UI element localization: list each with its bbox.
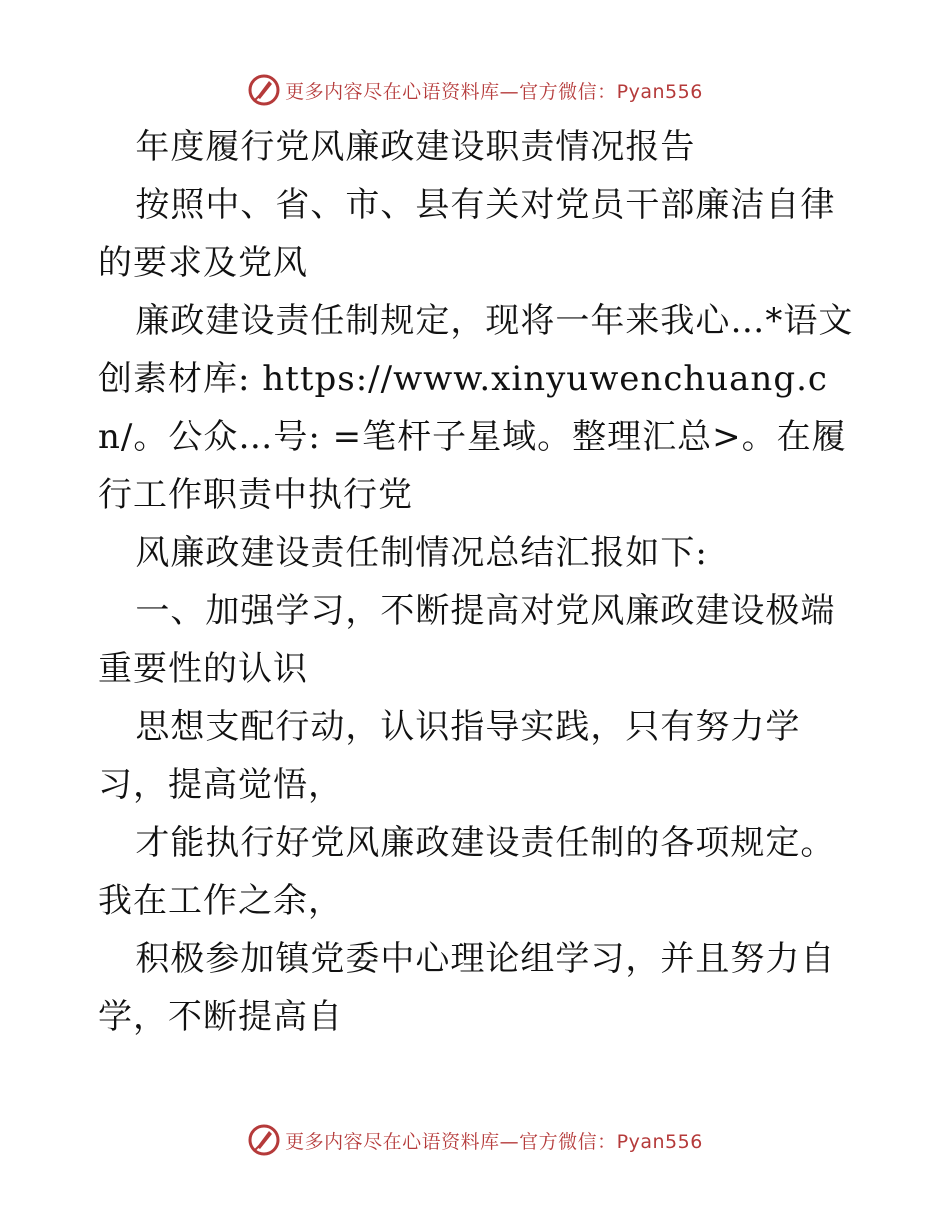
document-body: [98, 118, 858, 1046]
paragraph: 风廉政建设责任制情况总结汇报如下:: [135, 533, 708, 573]
watermark-text: 更多内容尽在心语资料库—官方微信：Pyan556: [285, 1130, 703, 1153]
paragraph: 才能执行好党风廉政建设责任制的各项规定。我在工作之余，: [98, 823, 836, 921]
footer-watermark: [0, 1120, 950, 1160]
paragraph: 廉政建设责任制规定，现将一年来我心…*语文创素材库: https://www.xinyuwenchuang.cn/。公众…号: =笔杆子星域。整理汇总>。在履行工作职责中执行党: [98, 301, 854, 515]
quill-logo-icon: [247, 73, 281, 107]
section-heading: 一、加强学习，不断提高对党风廉政建设极端重要性的认识: [98, 591, 836, 689]
paragraph: 积极参加镇党委中心理论组学习，并且努力自学，不断提高自: [98, 939, 836, 1037]
paragraph: 思想支配行动，认识指导实践，只有努力学习，提高觉悟，: [98, 707, 801, 805]
watermark-text: 更多内容尽在心语资料库—官方微信：Pyan556: [285, 80, 703, 103]
quill-logo-icon: [247, 1123, 281, 1157]
header-watermark: [0, 70, 950, 110]
document-title: 年度履行党风廉政建设职责情况报告: [135, 127, 696, 167]
paragraph: 按照中、省、市、县有关对党员干部廉洁自律的要求及党风: [98, 185, 836, 283]
